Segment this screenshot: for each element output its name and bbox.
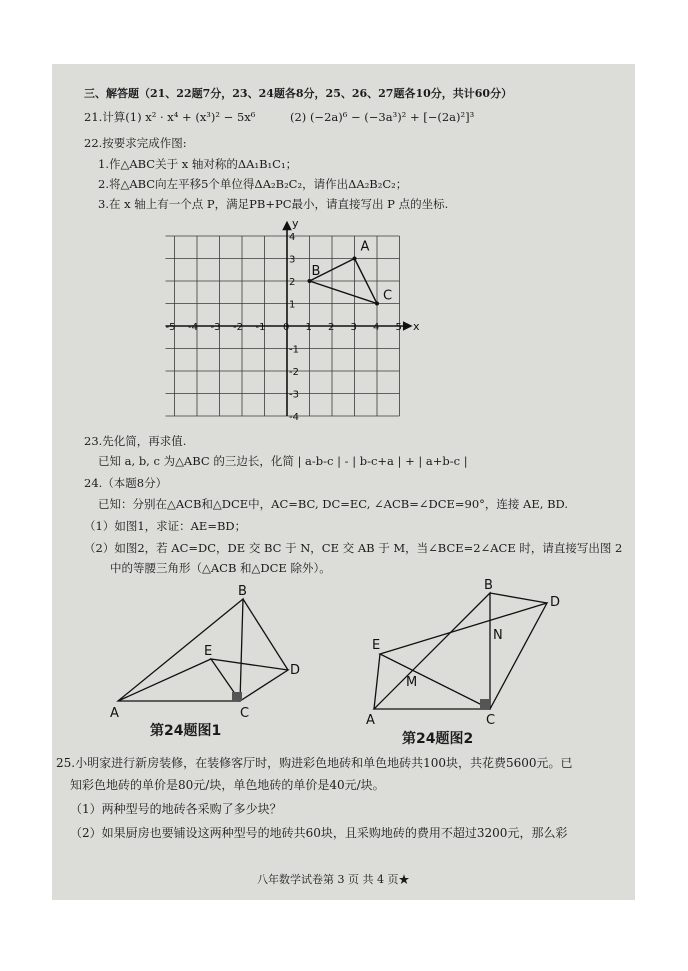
q25-line1: 25.小明家进行新房装修，在装修客厅时，购进彩色地砖和单色地砖共100块，共花费5600元。已 bbox=[56, 756, 573, 770]
x-tick-label: 2 bbox=[328, 322, 335, 333]
exam-page bbox=[52, 64, 635, 900]
vertex-point bbox=[308, 279, 312, 283]
q24-given: 已知：分别在△ACB和△DCE中，AC=BC, DC=EC, ∠ACB=∠DCE=90°，连接 AE, BD. bbox=[98, 497, 568, 511]
fig1-segment-bd bbox=[243, 599, 288, 670]
fig2-segment-bd bbox=[490, 593, 547, 603]
vertex-point bbox=[375, 302, 379, 306]
q22-intro: 22.按要求完成作图: bbox=[84, 136, 187, 150]
fig1-label-a: A bbox=[110, 706, 119, 721]
q24-figure-2 bbox=[362, 576, 572, 726]
x-axis-arrow bbox=[404, 323, 411, 330]
fig2-label-a: A bbox=[366, 713, 375, 728]
fig2-label-n: N bbox=[493, 628, 503, 643]
q22-step2: 2.将△ABC向左平移5个单位得ΔA₂B₂C₂，请作出ΔA₂B₂C₂； bbox=[98, 177, 408, 191]
q23-title: 23.先化简，再求值. bbox=[84, 434, 187, 448]
x-tick-label: 3 bbox=[350, 322, 357, 333]
y-tick-label: -3 bbox=[289, 389, 299, 401]
x-tick-label: -2 bbox=[233, 322, 243, 333]
q25-part1: （1）两种型号的地砖各采购了多少块？ bbox=[70, 802, 282, 816]
fig2-label-e: E bbox=[372, 638, 381, 653]
x-tick-label: 0 bbox=[283, 322, 290, 333]
q24-part1: （1）如图1，求证：AE=BD； bbox=[84, 519, 247, 533]
fig2-right-angle-mark bbox=[480, 699, 490, 709]
x-tick-label: -3 bbox=[210, 322, 221, 333]
q24-part2-line1: （2）如图2，若 AC=DC，DE 交 BC 于 N，CE 交 AB 于 M，当∠BCE=2∠ACE 时，请直接写出图 2 bbox=[84, 541, 623, 555]
x-tick-label: 5 bbox=[395, 322, 402, 333]
vertex-label: A bbox=[360, 239, 370, 255]
q24-figure-1 bbox=[108, 582, 318, 722]
x-tick-label: 4 bbox=[373, 322, 380, 333]
fig1-label-c: C bbox=[240, 706, 250, 721]
coordinate-grid bbox=[156, 216, 420, 424]
fig2-segment-ae bbox=[374, 654, 380, 709]
q23-body: 已知 a, b, c 为△ABC 的三边长，化简 | a-b-c | - | b-c+a | + | a+b-c | bbox=[98, 454, 468, 468]
fig1-triangle-acb bbox=[118, 599, 243, 701]
y-axis-arrow bbox=[284, 223, 291, 230]
vertex-label: C bbox=[383, 288, 393, 304]
fig1-triangle-dce bbox=[211, 659, 288, 701]
q21-part1 bbox=[84, 110, 255, 125]
y-tick-label: -4 bbox=[289, 412, 299, 423]
fig2-label-c: C bbox=[486, 713, 496, 728]
x-tick-label: -5 bbox=[165, 322, 176, 333]
x-axis-label: x bbox=[413, 320, 420, 333]
fig1-label-b: B bbox=[238, 584, 247, 599]
q24-figure-1-caption: 第24题图1 bbox=[150, 723, 222, 739]
fig1-segment-ae bbox=[118, 659, 211, 701]
section-header: 三、解答题（21、22题7分，23、24题各8分，25、26、27题各10分，共计60分） bbox=[84, 87, 513, 100]
y-tick-label: -1 bbox=[289, 344, 299, 356]
q24-figure-2-caption: 第24题图2 bbox=[402, 731, 474, 747]
x-tick-label: 1 bbox=[305, 322, 312, 333]
fig2-label-d: D bbox=[550, 595, 561, 610]
y-tick-label: 3 bbox=[289, 254, 296, 266]
q24-title: 24.（本题8分） bbox=[84, 476, 168, 490]
q21-part2 bbox=[290, 110, 474, 125]
q25-part2: （2）如果厨房也要铺设这两种型号的地砖共60块，且采购地砖的费用不超过3200元，那么彩 bbox=[70, 826, 568, 840]
y-axis-label: y bbox=[292, 216, 299, 230]
vertex-label: B bbox=[311, 264, 321, 279]
vertex-point bbox=[353, 257, 357, 261]
y-tick-label: 2 bbox=[289, 277, 296, 288]
fig2-label-m: M bbox=[406, 675, 418, 690]
fig2-label-b: B bbox=[484, 578, 493, 593]
fig1-label-e: E bbox=[204, 644, 213, 659]
x-tick-label: -4 bbox=[188, 322, 198, 333]
y-tick-label: -2 bbox=[289, 367, 299, 378]
y-tick-label: 1 bbox=[289, 299, 296, 311]
q25-line2: 知彩色地砖的单价是80元/块，单色地砖的单价是40元/块。 bbox=[70, 778, 385, 792]
fig1-label-d: D bbox=[290, 663, 301, 678]
q24-part2-line2: 中的等腰三角形（△ACB 和△DCE 除外）。 bbox=[110, 561, 331, 575]
page-footer: 八年数学试卷第 3 页 共 4 页★ bbox=[257, 873, 410, 886]
q21-part1-text: 21.计算(1) x² · x⁴ + (x³)² − 5x⁶ bbox=[84, 110, 256, 124]
y-tick-label: 4 bbox=[289, 232, 296, 243]
q22-step3: 3.在 x 轴上有一个点 P，满足PB+PC最小，请直接写出 P 点的坐标. bbox=[98, 197, 449, 211]
q22-step1: 1.作△ABC关于 x 轴对称的ΔA₁B₁C₁； bbox=[98, 157, 298, 171]
x-tick-label: -1 bbox=[255, 322, 266, 333]
fig1-right-angle-mark bbox=[232, 692, 242, 701]
q21-part2-text: (2) (−2a)⁶ − (−3a³)² + [−(2a)²]³ bbox=[290, 110, 475, 124]
